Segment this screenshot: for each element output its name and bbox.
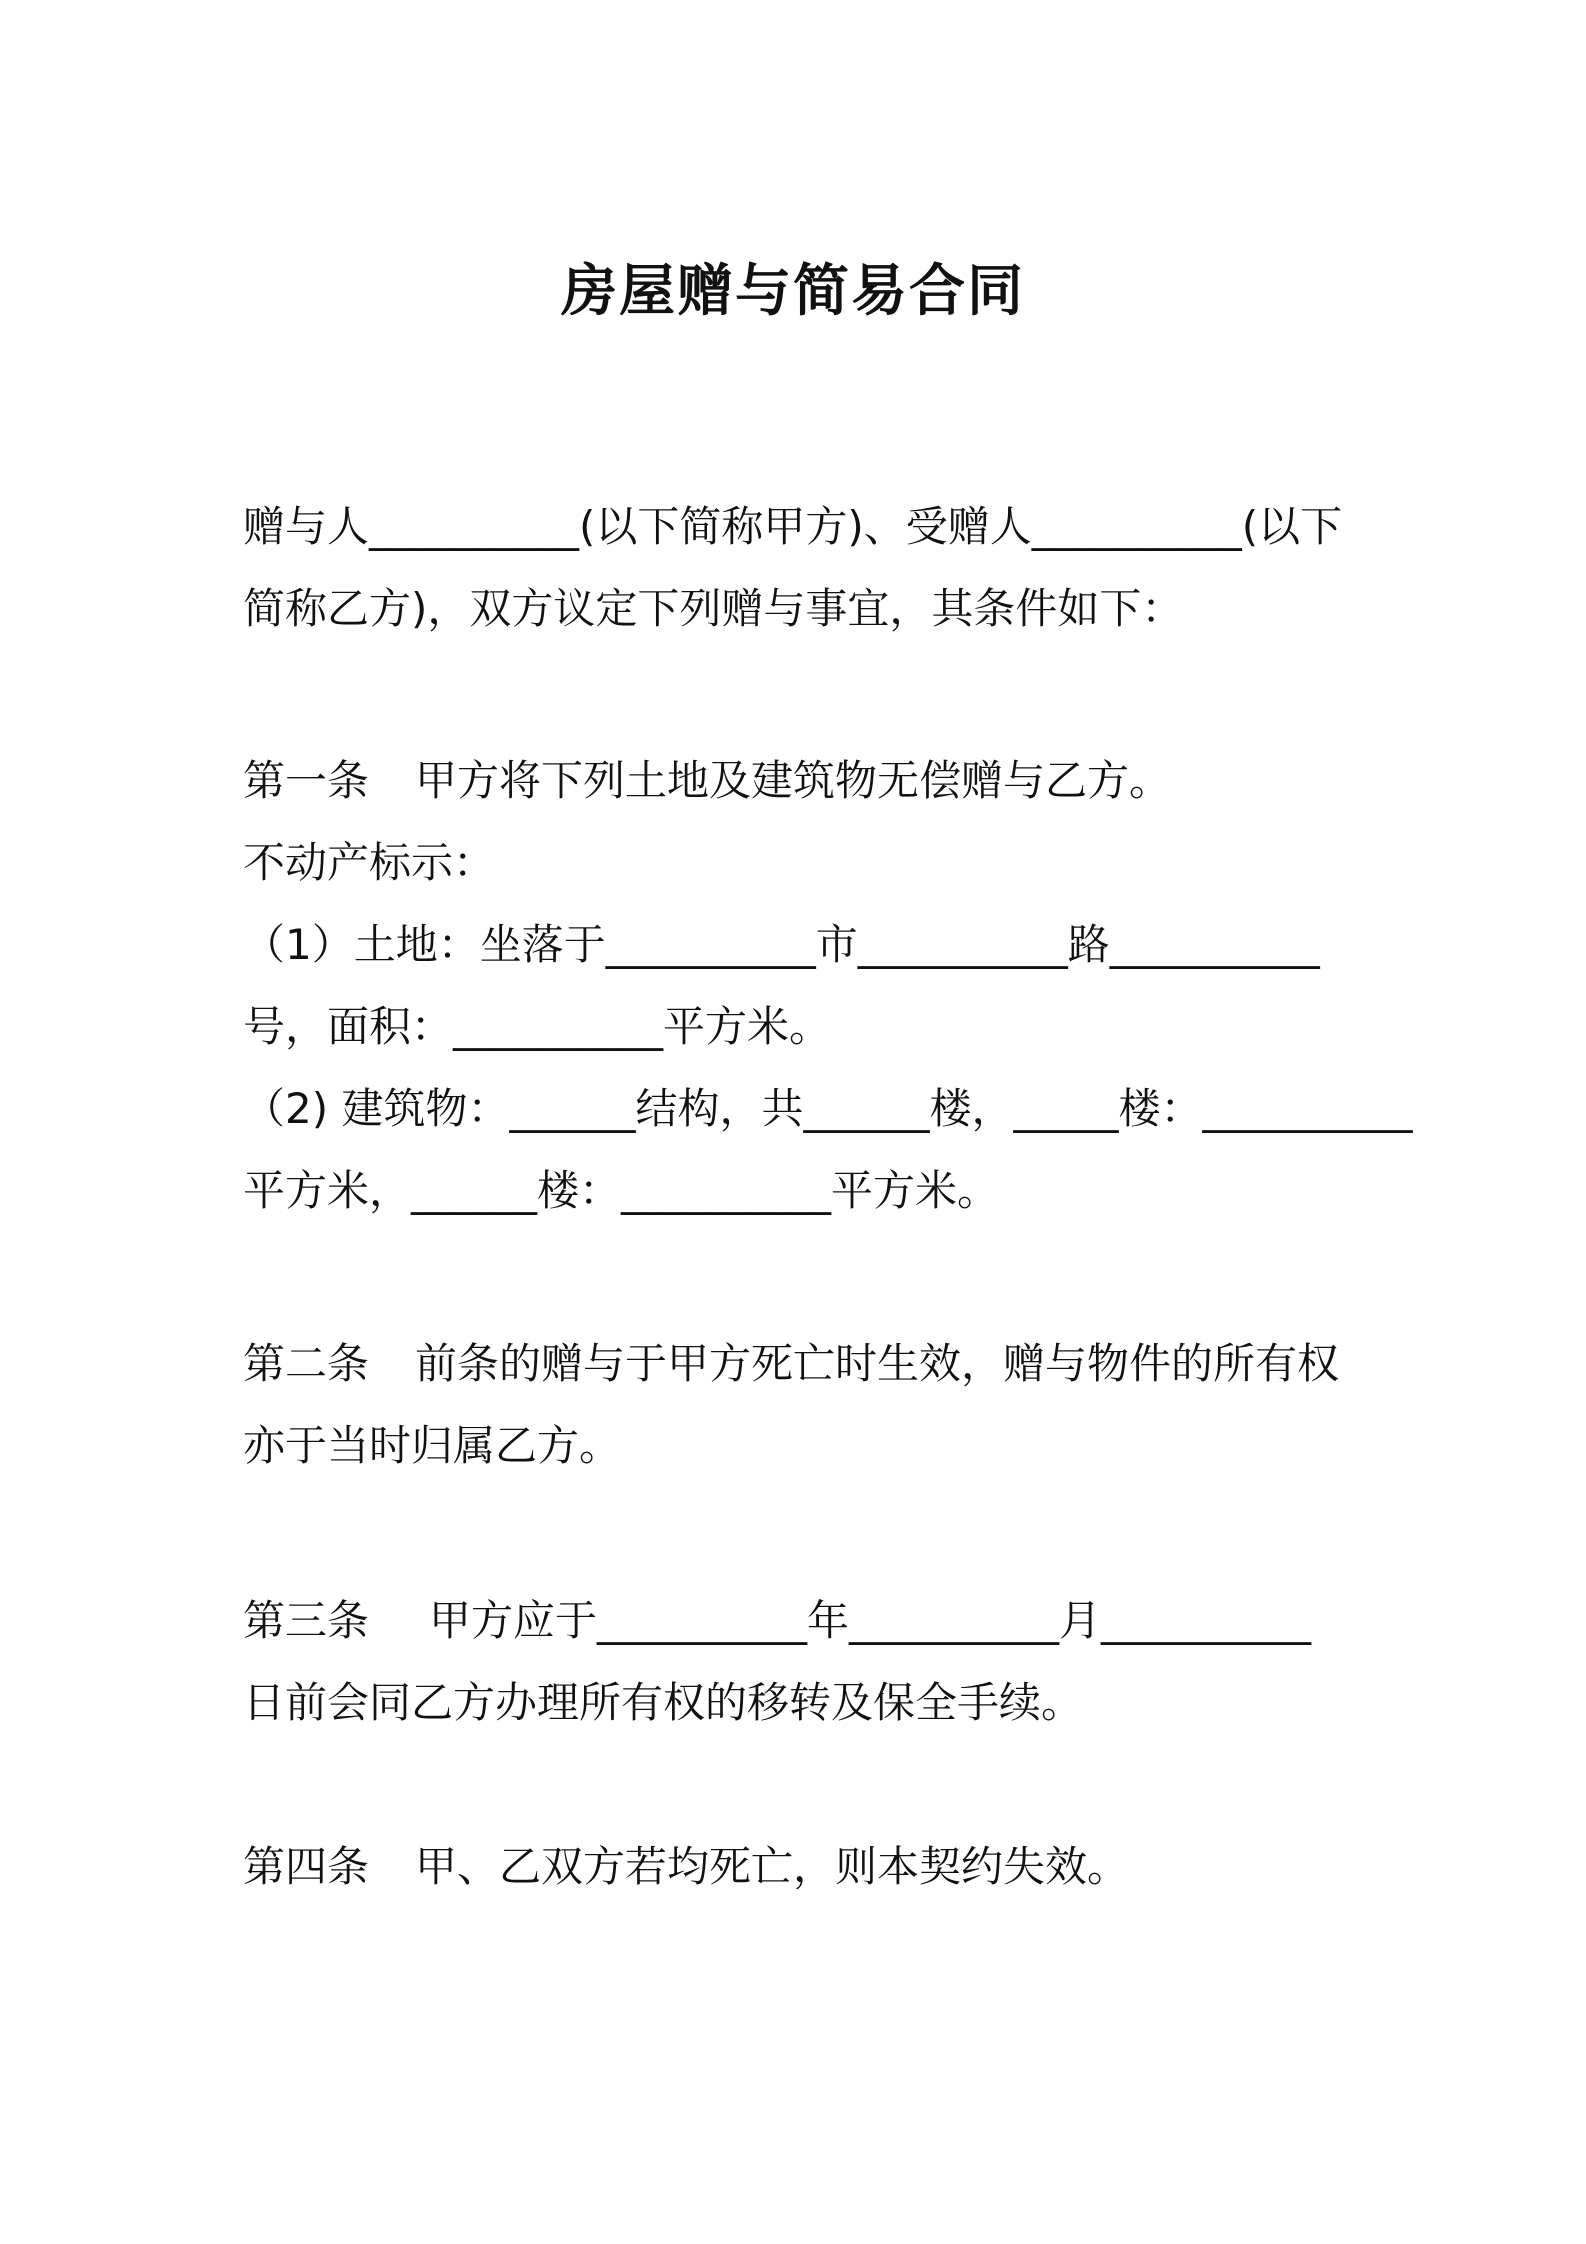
article-2-heading-line <box>243 1323 1353 1405</box>
article-4-heading-line <box>243 1826 1353 1908</box>
article-3-heading-line <box>243 1580 1353 1662</box>
article-2-line-2: 亦于当时归属乙方。 <box>243 1421 622 1470</box>
article-3-text: 甲方应于__________年__________月__________ <box>429 1596 1312 1645</box>
property-heading: 不动产标示： <box>243 838 496 887</box>
intro-line-2: 简称乙方)，双方议定下列赠与事宜，其条件如下： <box>243 584 1184 633</box>
article-1 <box>243 740 1413 1232</box>
article-2-text: 前条的赠与于甲方死亡时生效，赠与物件的所有权 <box>415 1339 1340 1388</box>
building-line-2: 平方米，______楼：__________平方米。 <box>243 1166 1000 1215</box>
article-1-label: 第一条 <box>243 756 370 805</box>
article-3-line-2: 日前会同乙方办理所有权的移转及保全手续。 <box>243 1678 1084 1727</box>
article-2-label: 第二条 <box>243 1339 370 1388</box>
article-2 <box>243 1323 1353 1487</box>
land-line-1: （1）土地：坐落于__________市__________路__________ <box>243 920 1320 969</box>
land-line-2: 号，面积：__________平方米。 <box>243 1002 832 1051</box>
article-1-text: 甲方将下列土地及建筑物无偿赠与乙方。 <box>415 756 1172 805</box>
building-line-1: （2) 建筑物：______结构，共______楼，_____楼：__________ <box>243 1084 1413 1133</box>
article-3-label: 第三条 <box>243 1596 370 1645</box>
article-4 <box>243 1826 1353 1908</box>
article-4-text: 甲、乙双方若均死亡，则本契约失效。 <box>415 1842 1130 1891</box>
intro-paragraph <box>243 486 1353 650</box>
article-1-heading-line <box>243 740 1353 822</box>
intro-line-1: 赠与人__________(以下简称甲方)、受赠人__________(以下 <box>243 502 1343 551</box>
article-4-label: 第四条 <box>243 1842 370 1891</box>
document-title: 房屋赠与简易合同 <box>561 259 1025 324</box>
article-3 <box>243 1580 1353 1744</box>
